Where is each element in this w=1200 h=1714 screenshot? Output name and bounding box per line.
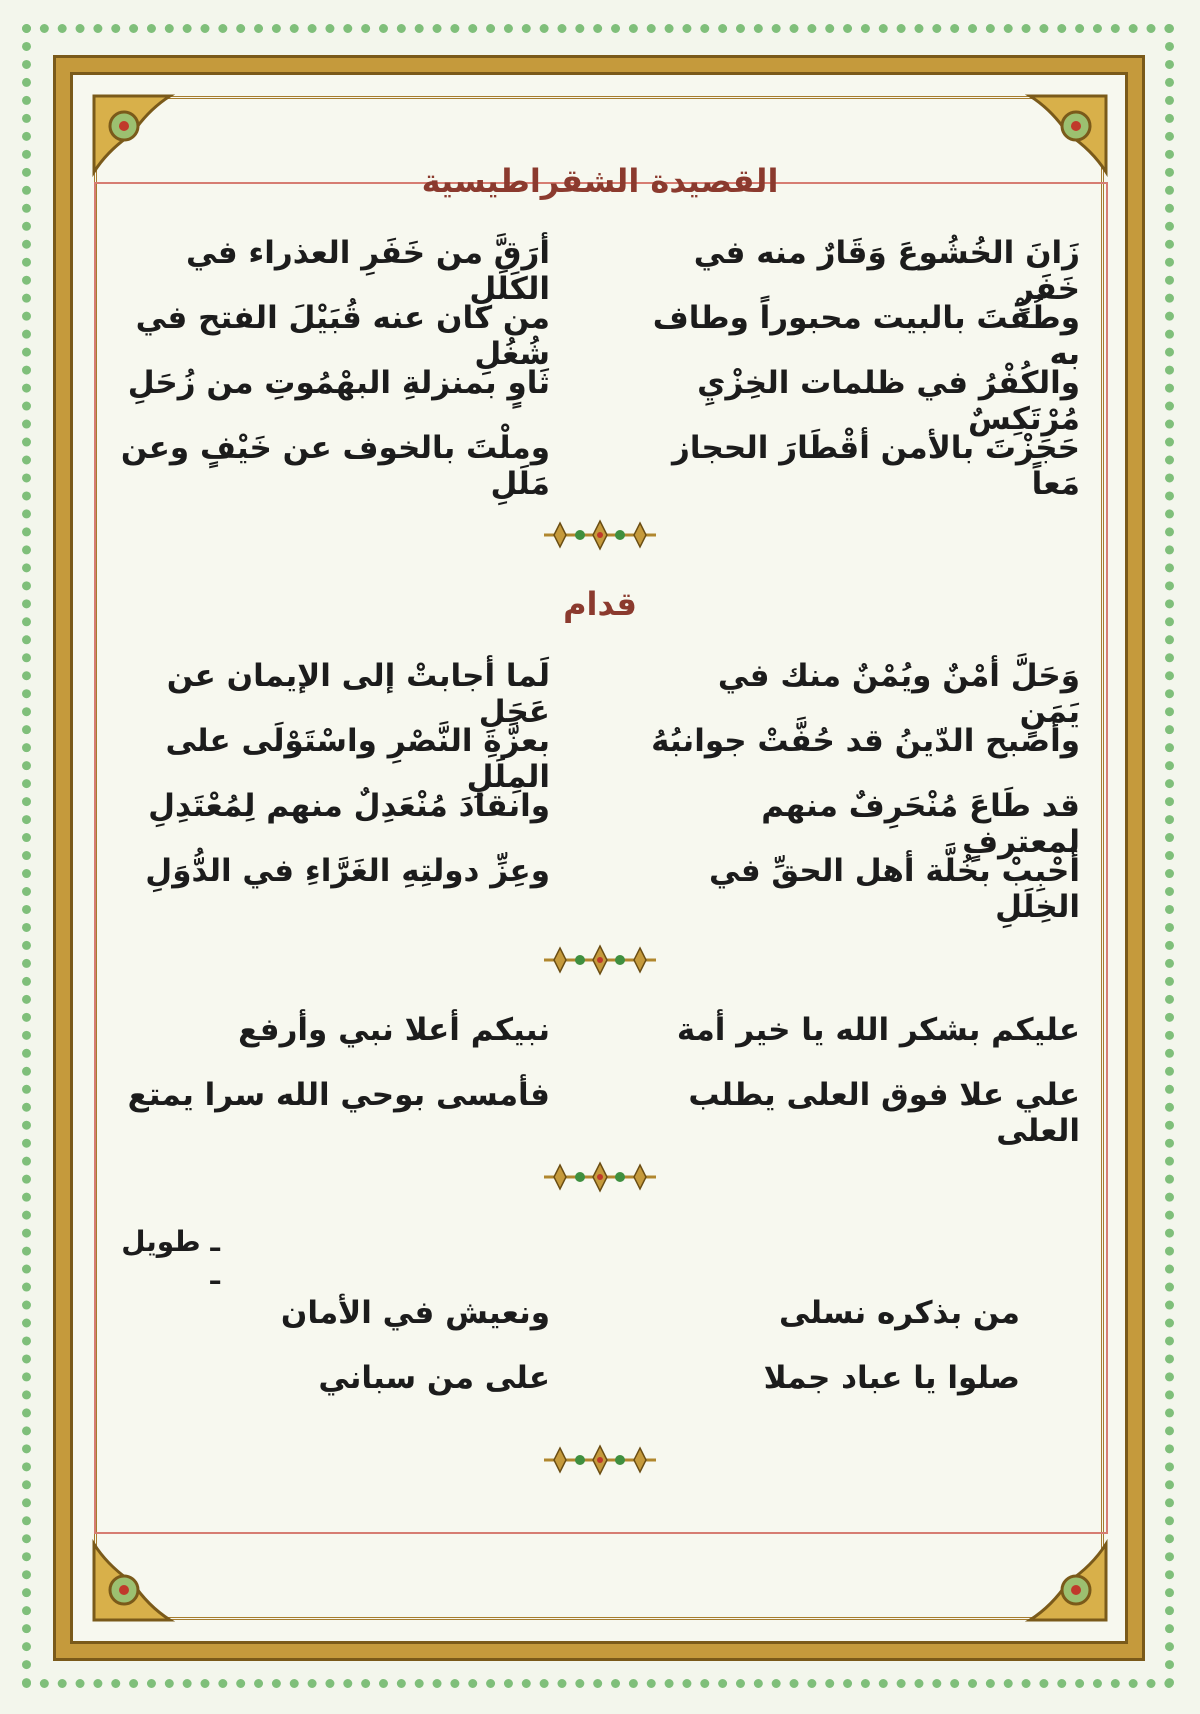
verse-first-hemistich: أحْبِبْ بخُلَّة أهل الحقِّ في الخِلَلِ xyxy=(708,853,1080,925)
floral-separator-icon xyxy=(540,1157,660,1197)
verse-second-hemistich: من كان عنه قُبَيْلَ الفتح في شُغُلِ xyxy=(135,300,550,372)
verse-line xyxy=(120,365,1080,437)
verse-first-hemistich: والكُفْرُ في ظلمات الخِزْيِ مُرْتَكِسٌ xyxy=(697,365,1080,437)
verse-second-hemistich: نبيكم أعلا نبي وأرفع xyxy=(238,1012,550,1048)
verse-first-hemistich: وَحَلَّ أمْنٌ ويُمْنٌ منك في يَمَنٍ xyxy=(717,658,1080,730)
section-title: القصيدة الشقراطيسية xyxy=(421,162,779,200)
verse-second-hemistich: ونعيش في الأمان xyxy=(280,1295,550,1331)
meter-label: ـ طويل ـ xyxy=(121,1225,220,1291)
corner-ornament-icon xyxy=(1024,1538,1112,1626)
floral-separator-icon xyxy=(540,515,660,555)
verse-second-hemistich: وعِزِّ دولتِهِ الغَرَّاءِ في الدُّوَلِ xyxy=(145,853,550,889)
floral-separator-icon xyxy=(540,1440,660,1480)
verse-first-hemistich: من بذكره نسلى xyxy=(778,1295,1020,1331)
verse-line xyxy=(120,1295,1080,1345)
verse-line xyxy=(120,1077,1080,1149)
verse-second-hemistich: ثَاوٍ بمنزلةِ البهْمُوتِ من زُحَلِ xyxy=(127,365,550,401)
verse-second-hemistich: وانقادَ مُنْعَدِلٌ منهم لِمُعْتَدِلِ xyxy=(148,788,550,824)
floral-separator-icon xyxy=(540,940,660,980)
poem-page xyxy=(120,150,1080,1530)
verse-line xyxy=(120,430,1080,502)
verse-first-hemistich: صلوا يا عباد جملا xyxy=(763,1360,1020,1396)
verse-first-hemistich: قد طَاعَ مُنْحَرِفٌ منهم لمعترفٍ xyxy=(761,788,1080,860)
verse-line xyxy=(120,788,1080,860)
verse-second-hemistich: على من سباني xyxy=(318,1360,550,1396)
verse-second-hemistich: فأمسى بوحي الله سرا يمتع xyxy=(127,1077,550,1113)
verse-second-hemistich: بعزَّةِ النَّصْرِ واسْتَوْلَى على المِلَلِ xyxy=(165,723,550,795)
verse-first-hemistich: وأصبح الدّينُ قد حُفَّتْ جوانبُهُ xyxy=(651,723,1080,759)
verse-first-hemistich: وطُفْتَ بالبيت محبوراً وطاف به xyxy=(652,300,1080,372)
verse-second-hemistich: وملْتَ بالخوف عن خَيْفٍ وعن مَلَلِ xyxy=(120,430,550,502)
verse-line xyxy=(120,1360,1080,1410)
verse-line xyxy=(120,853,1080,925)
section-title: قدام xyxy=(563,585,637,623)
verse-second-hemistich: أرَقَّ من خَفَرِ العذراء في الكَلَلِ xyxy=(185,235,550,307)
verse-line xyxy=(120,658,1080,730)
verse-line xyxy=(120,235,1080,307)
verse-line xyxy=(120,723,1080,795)
verse-first-hemistich: زَانَ الخُشُوعَ وَقَارٌ منه في خَفَرٍ xyxy=(693,235,1080,307)
verse-first-hemistich: حَجَزْتَ بالأمن أقْطَارَ الحجاز مَعاً xyxy=(672,430,1080,502)
verse-line xyxy=(120,1012,1080,1062)
verse-first-hemistich: علي علا فوق العلى يطلب العلى xyxy=(688,1077,1080,1149)
verse-line xyxy=(120,300,1080,372)
corner-ornament-icon xyxy=(88,1538,176,1626)
verse-first-hemistich: عليكم بشكر الله يا خير أمة xyxy=(676,1012,1080,1048)
verse-second-hemistich: لَما أجابتْ إلى الإيمان عن عَجَلِ xyxy=(166,658,550,730)
